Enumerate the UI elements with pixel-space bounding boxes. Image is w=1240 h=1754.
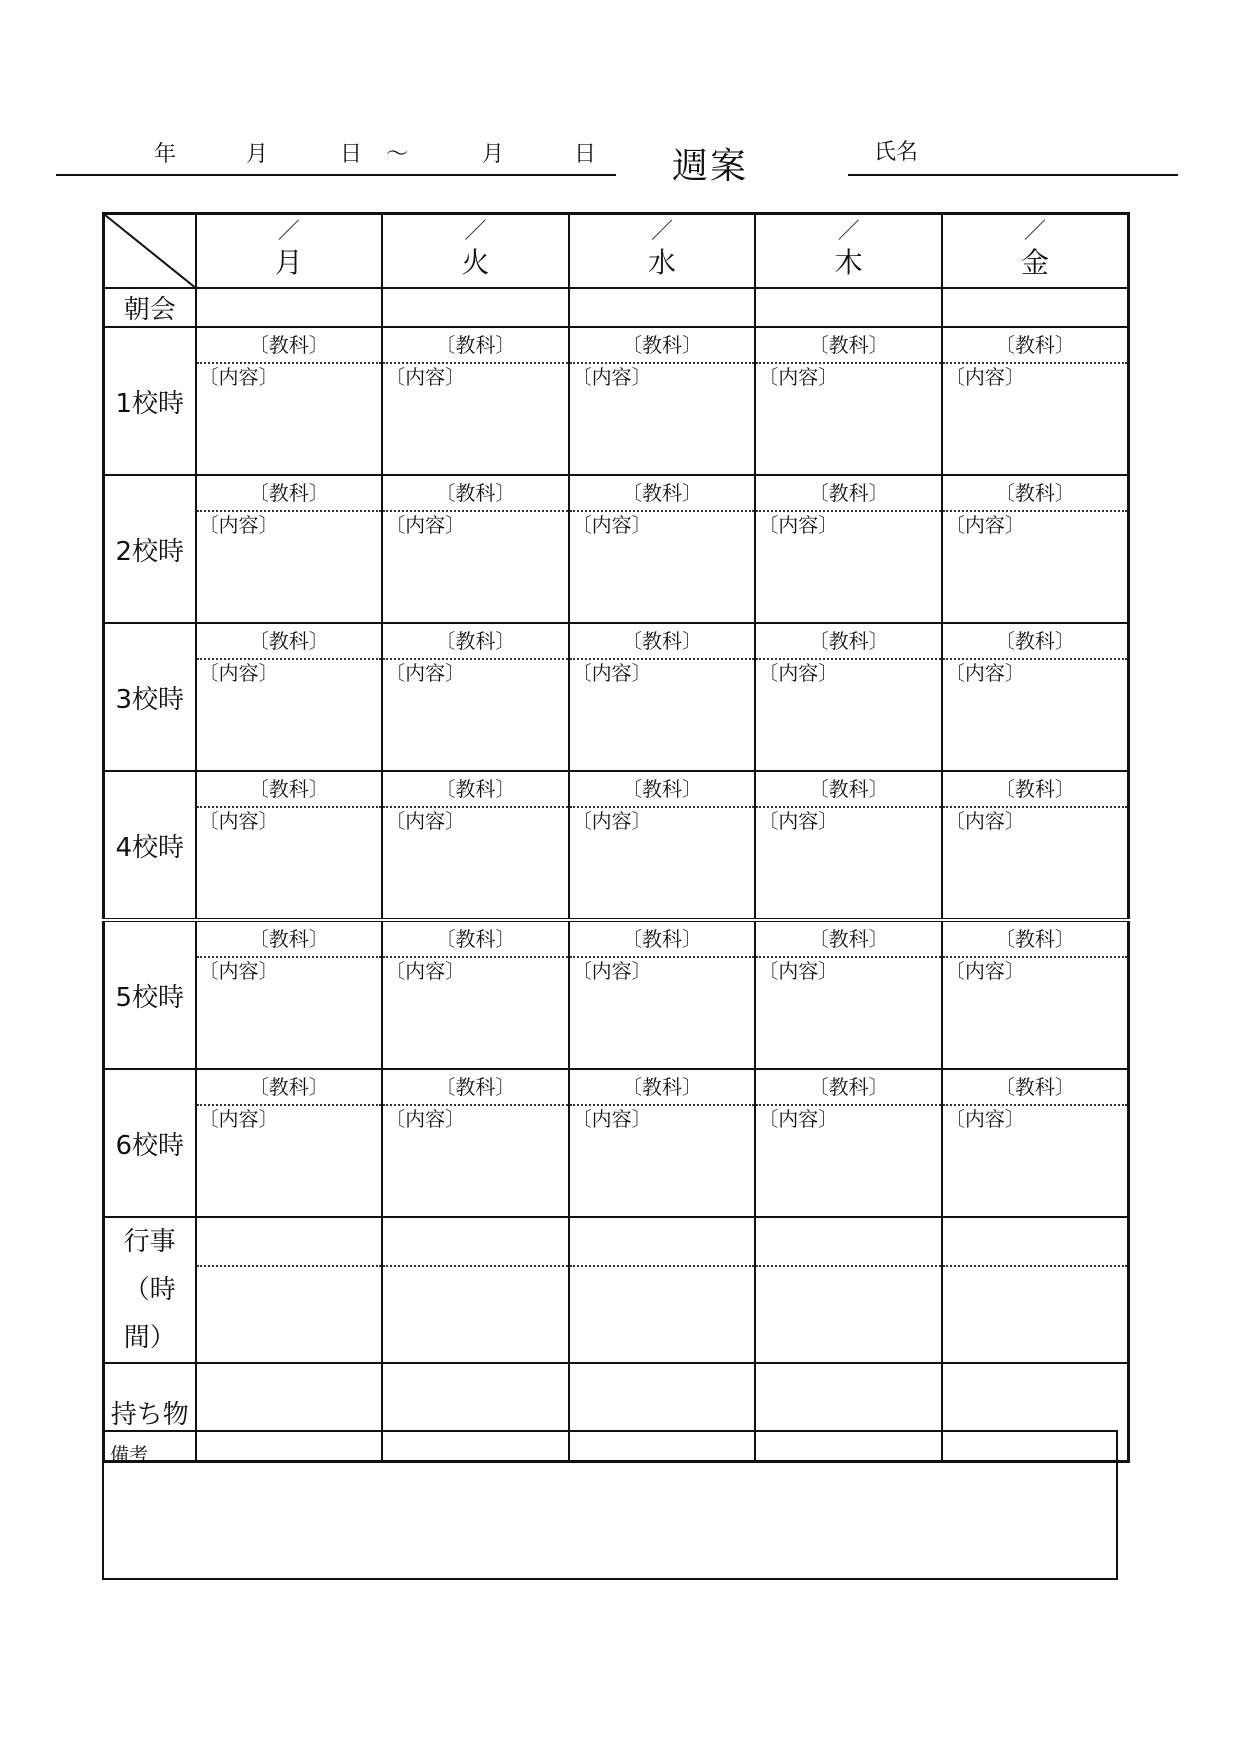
subject-field[interactable]: 〔教科〕 [383,922,568,958]
name-label: 氏名 [874,140,919,165]
period-cell-wed[interactable] [569,1069,756,1217]
subject-field[interactable]: 〔教科〕 [197,772,382,808]
content-field[interactable]: 〔内容〕 [571,365,652,389]
subject-field[interactable]: 〔教科〕 [756,624,941,660]
period-label: 5校時 [104,920,196,1069]
period-cell-mon[interactable] [196,475,383,623]
period-row [104,623,1129,771]
content-field[interactable]: 〔内容〕 [198,809,279,833]
period-cell-thu[interactable] [755,771,942,920]
events-cell-fri[interactable] [942,1217,1129,1363]
content-field[interactable]: 〔内容〕 [385,513,466,537]
subject-field[interactable]: 〔教科〕 [383,476,568,512]
period-cell-tue[interactable] [382,771,569,920]
period-cell-mon[interactable] [196,327,383,475]
date-slash: ／ [650,219,673,244]
content-field[interactable]: 〔内容〕 [758,959,839,983]
date-slash: ／ [1023,219,1046,244]
content-field[interactable]: 〔内容〕 [198,661,279,685]
events-cell-tue[interactable] [382,1217,569,1363]
subject-field[interactable]: 〔教科〕 [197,922,382,958]
subject-field[interactable]: 〔教科〕 [570,772,755,808]
period-row [104,771,1129,920]
date-underline [56,174,616,176]
events-row [104,1217,1129,1363]
subject-field[interactable]: 〔教科〕 [383,328,568,364]
date-slash: ／ [277,219,300,244]
subject-field[interactable]: 〔教科〕 [756,1070,941,1106]
period-row [104,327,1129,475]
morning-cell-wed[interactable] [569,288,756,327]
content-field[interactable]: 〔内容〕 [758,513,839,537]
period-cell-thu[interactable] [755,623,942,771]
content-field[interactable]: 〔内容〕 [198,365,279,389]
day-header-fri[interactable] [942,214,1129,289]
subject-field[interactable]: 〔教科〕 [756,328,941,364]
period-cell-wed[interactable] [569,475,756,623]
morning-assembly-row [104,288,1129,327]
day-label: 火 [461,246,490,279]
morning-cell-mon[interactable] [196,288,383,327]
subject-field[interactable]: 〔教科〕 [943,1070,1127,1106]
subject-field[interactable]: 〔教科〕 [383,624,568,660]
subject-field[interactable]: 〔教科〕 [756,922,941,958]
subject-field[interactable]: 〔教科〕 [197,476,382,512]
date-slash: ／ [837,219,860,244]
content-field[interactable]: 〔内容〕 [385,661,466,685]
content-field[interactable]: 〔内容〕 [944,365,1025,389]
morning-assembly-label: 朝会 [104,288,196,327]
period-cell-mon[interactable] [196,771,383,920]
period-label: 2校時 [104,475,196,623]
year-label: 年 [154,142,177,167]
subject-field[interactable]: 〔教科〕 [570,1070,755,1106]
notes-box[interactable] [102,1430,1118,1580]
period-cell-tue[interactable] [382,327,569,475]
subject-field[interactable]: 〔教科〕 [197,1070,382,1106]
morning-cell-thu[interactable] [755,288,942,327]
day-label: 金 [1020,246,1049,279]
subject-field[interactable]: 〔教科〕 [570,476,755,512]
content-field[interactable]: 〔内容〕 [385,365,466,389]
content-field[interactable]: 〔内容〕 [944,959,1025,983]
content-field[interactable]: 〔内容〕 [385,1107,466,1131]
subject-field[interactable]: 〔教科〕 [570,922,755,958]
day-end-label: 日 [574,142,597,167]
day-header-row [104,214,1129,289]
content-field[interactable]: 〔内容〕 [571,661,652,685]
content-field[interactable]: 〔内容〕 [944,809,1025,833]
day-header-mon[interactable] [196,214,383,289]
content-field[interactable]: 〔内容〕 [571,809,652,833]
content-field[interactable]: 〔内容〕 [198,959,279,983]
day-start-label: 日 [340,142,363,167]
period-cell-thu[interactable] [755,327,942,475]
day-header-thu[interactable] [755,214,942,289]
content-field[interactable]: 〔内容〕 [758,365,839,389]
day-label: 水 [647,246,676,279]
period-cell-tue[interactable] [382,1069,569,1217]
period-cell-wed[interactable] [569,327,756,475]
content-field[interactable]: 〔内容〕 [385,809,466,833]
subject-field[interactable]: 〔教科〕 [943,328,1127,364]
period-cell-fri[interactable] [942,1069,1129,1217]
subject-field[interactable]: 〔教科〕 [943,772,1127,808]
content-field[interactable]: 〔内容〕 [571,1107,652,1131]
content-field[interactable]: 〔内容〕 [758,809,839,833]
subject-field[interactable]: 〔教科〕 [756,476,941,512]
period-label: 4校時 [104,771,196,920]
day-label: 月 [274,246,303,279]
subject-field[interactable]: 〔教科〕 [570,624,755,660]
period-row [104,475,1129,623]
subject-field[interactable]: 〔教科〕 [943,624,1127,660]
day-label: 木 [834,246,863,279]
subject-field[interactable]: 〔教科〕 [756,772,941,808]
content-field[interactable]: 〔内容〕 [758,1107,839,1131]
period-cell-tue[interactable] [382,623,569,771]
period-cell-tue[interactable] [382,475,569,623]
name-underline[interactable] [848,174,1178,176]
period-cell-wed[interactable] [569,771,756,920]
events-label-line1: 行事 [123,1227,176,1257]
belongings-label: 持ち物 [104,1363,196,1462]
page-title: 週案 [672,146,749,187]
period-label: 6校時 [104,1069,196,1217]
corner-diagonal [105,215,195,287]
period-cell-thu[interactable] [755,1069,942,1217]
period-cell-mon[interactable] [196,623,383,771]
events-cell-wed[interactable] [569,1217,756,1363]
content-field[interactable]: 〔内容〕 [198,1107,279,1131]
month-start-label: 月 [246,142,269,167]
period-cell-fri[interactable] [942,623,1129,771]
content-field[interactable]: 〔内容〕 [571,959,652,983]
period-cell-wed[interactable] [569,623,756,771]
morning-cell-tue[interactable] [382,288,569,327]
period-label: 3校時 [104,623,196,771]
period-cell-wed[interactable] [569,920,756,1069]
subject-field[interactable]: 〔教科〕 [943,922,1127,958]
period-cell-thu[interactable] [755,475,942,623]
content-field[interactable]: 〔内容〕 [571,513,652,537]
corner-cell [104,214,196,289]
period-cell-fri[interactable] [942,475,1129,623]
events-cell-mon[interactable] [196,1217,383,1363]
period-cell-mon[interactable] [196,920,383,1069]
period-label: 1校時 [104,327,196,475]
period-cell-tue[interactable] [382,920,569,1069]
day-header-wed[interactable] [569,214,756,289]
period-row [104,920,1129,1069]
period-cell-mon[interactable] [196,1069,383,1217]
content-field[interactable]: 〔内容〕 [385,959,466,983]
subject-field[interactable]: 〔教科〕 [943,476,1127,512]
subject-field[interactable]: 〔教科〕 [570,328,755,364]
content-field[interactable]: 〔内容〕 [944,513,1025,537]
period-cell-thu[interactable] [755,920,942,1069]
period-cell-fri[interactable] [942,771,1129,920]
subject-field[interactable]: 〔教科〕 [383,1070,568,1106]
month-end-label: 月 [482,142,505,167]
weekly-plan-table [102,212,1130,1463]
period-cell-fri[interactable] [942,327,1129,475]
date-slash: ／ [464,219,487,244]
events-cell-thu[interactable] [755,1217,942,1363]
subject-field[interactable]: 〔教科〕 [197,328,382,364]
content-field[interactable]: 〔内容〕 [944,661,1025,685]
period-cell-fri[interactable] [942,920,1129,1069]
subject-field[interactable]: 〔教科〕 [383,772,568,808]
content-field[interactable]: 〔内容〕 [944,1107,1025,1131]
morning-cell-fri[interactable] [942,288,1129,327]
day-header-tue[interactable] [382,214,569,289]
notes-label: 備考 [110,1444,149,1466]
content-field[interactable]: 〔内容〕 [198,513,279,537]
events-label [104,1217,196,1363]
subject-field[interactable]: 〔教科〕 [197,624,382,660]
events-label-line2: （時間） [123,1275,176,1353]
period-row [104,1069,1129,1217]
tilde-separator: ～ [386,142,409,167]
content-field[interactable]: 〔内容〕 [758,661,839,685]
